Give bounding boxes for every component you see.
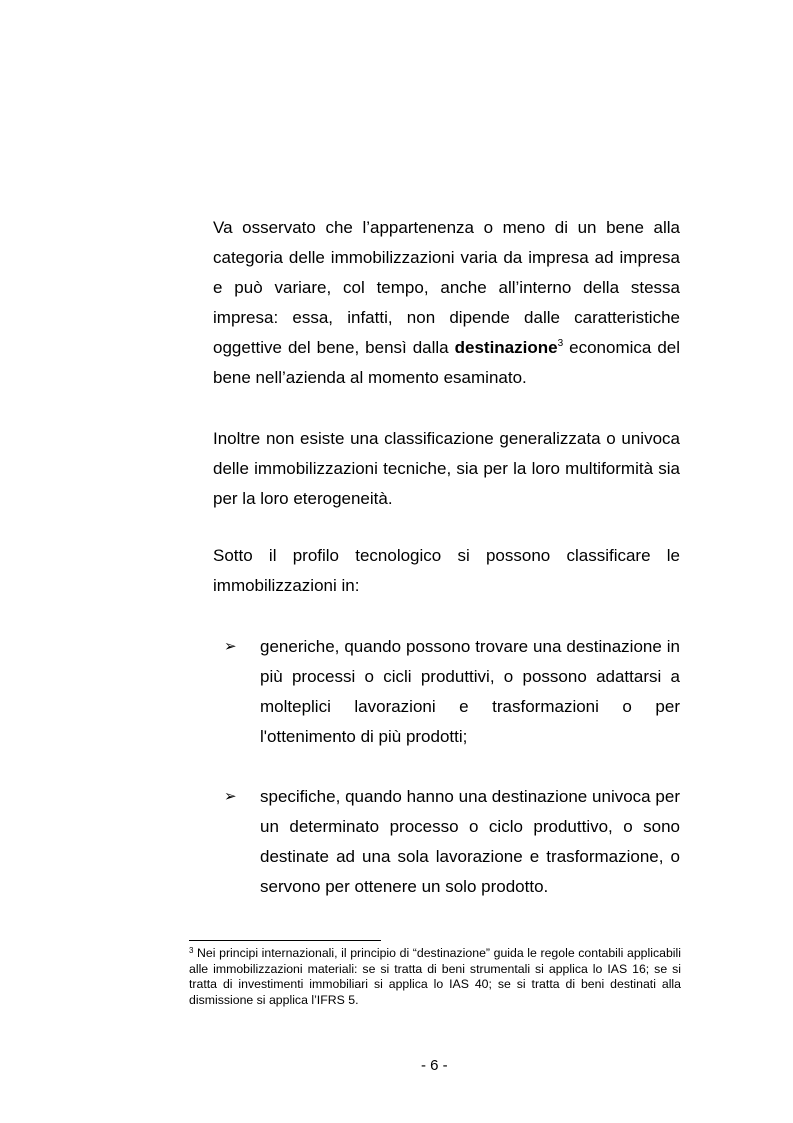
paragraph-classificazione bbox=[213, 424, 680, 514]
arrow-bullet-icon: ➢ bbox=[224, 788, 237, 805]
list-item-text: specifiche, quando hanno una destinazione univoca per un determinato processo o ciclo produttivo, o sono destinate ad una sola lavorazione e trasformazione, o servono per ottenere un solo prodotto. bbox=[260, 787, 680, 896]
page-number-label: - 6 - bbox=[421, 1057, 448, 1074]
paragraph-profilo-tecnologico bbox=[213, 541, 680, 601]
paragraph-text: Sotto il profilo tecnologico si possono classificare le immobilizzazioni in: bbox=[213, 546, 680, 595]
footnote bbox=[189, 946, 681, 1008]
arrow-bullet-icon: ➢ bbox=[224, 638, 237, 655]
footnote-text: Nei principi internazionali, il principio di “destinazione” guida le regole contabili applicabili alle immobilizzazioni materiali: se si tratta di beni strumentali si applica lo IAS 16; se si tratta di investimenti immobiliari si applica lo IAS 40; se si tratta di beni destinati alla dismissione si applica l’IFRS 5. bbox=[189, 946, 681, 1007]
footnote-separator bbox=[189, 940, 381, 941]
paragraph-appartenenza bbox=[213, 213, 680, 393]
bold-term-destinazione: destinazione bbox=[454, 338, 558, 357]
footnote-number: 3 bbox=[189, 946, 194, 955]
paragraph-text-end: economica del bene nell’azienda al momento esaminato. bbox=[213, 338, 681, 387]
footnote-reference[interactable]: 3 bbox=[557, 338, 564, 349]
paragraph-text: Inoltre non esiste una classificazione generalizzata o univoca delle immobilizzazioni tecniche, sia per la loro multiformità sia per la loro eterogeneità. bbox=[213, 429, 680, 508]
list-item-text: generiche, quando possono trovare una destinazione in più processi o cicli produttivi, o possono adattarsi a molteplici lavorazioni e trasformazioni o per l'ottenimento di più prodotti; bbox=[260, 637, 680, 746]
list-item-specifiche bbox=[213, 782, 680, 902]
list-item-generiche bbox=[213, 632, 680, 752]
paragraph-text: Va osservato che l’appartenenza o meno di un bene alla categoria delle immobilizzazioni varia da impresa ad impresa e può variare, col tempo, anche all’interno della stessa impresa: essa, infatti, non dipende dalle caratteristiche oggettive del bene, bensì dalla bbox=[213, 218, 680, 357]
